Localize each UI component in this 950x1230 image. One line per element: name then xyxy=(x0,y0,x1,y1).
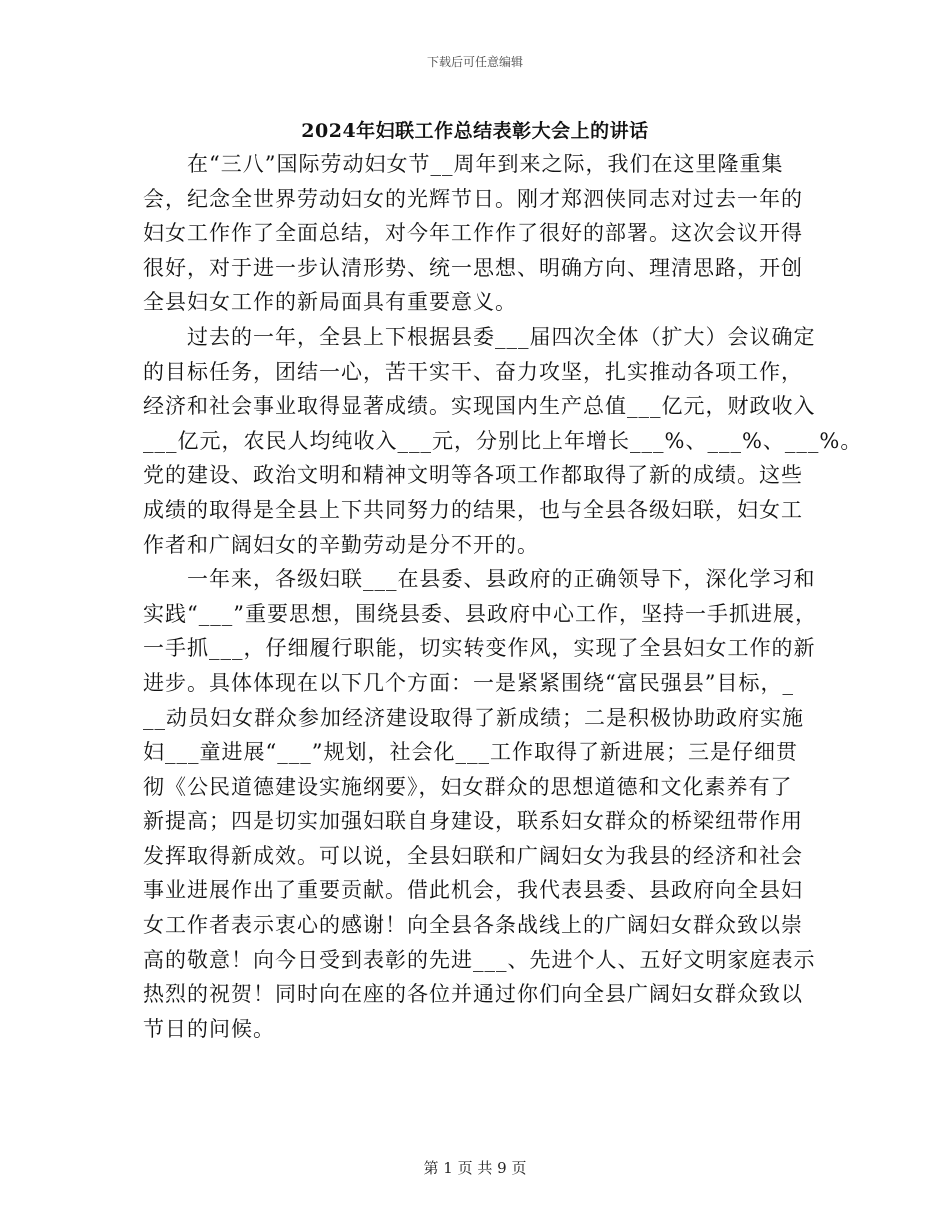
paragraph-line: 进步。具体体现在以下几个方面：一是紧紧围绕“富民强县”目标，_ xyxy=(143,670,794,695)
paragraph-line: 彻《公民道德建设实施纲要》，妇女群众的思想道德和文化素养有了 xyxy=(143,774,793,799)
paragraph-line: 事业进展作出了重要贡献。借此机会，我代表县委、县政府向全县妇 xyxy=(143,878,803,903)
paragraph-line: 会，纪念全世界劳动妇女的光辉节日。刚才郑泗侠同志对过去一年的 xyxy=(143,186,803,211)
paragraph-line: 妇___童进展“___”规划，社会化___工作取得了新进展；三是仔细贯 xyxy=(143,740,798,765)
paragraph-line: 一年来，各级妇联___在县委、县政府的正确领导下，深化学习和 xyxy=(187,567,816,592)
paragraph-line: 高的敬意！向今日受到表彰的先进___、先进个人、五好文明家庭表示 xyxy=(143,947,816,972)
paragraph-line: 实践“___”重要思想，围绕县委、县政府中心工作，坚持一手抓进展， xyxy=(143,601,817,626)
paragraph-line: 作者和广阔妇女的辛勤劳动是分不开的。 xyxy=(143,532,539,557)
paragraph-line: 热烈的祝贺！同时向在座的各位并通过你们向全县广阔妇女群众致以 xyxy=(143,982,803,1007)
page-number-footer: 第 1 页 共 9 页 xyxy=(423,1159,527,1177)
paragraph-line: 发挥取得新成效。可以说，全县妇联和广阔妇女为我县的经济和社会 xyxy=(143,843,803,868)
document-title: 2024年妇联工作总结表彰大会上的讲话 xyxy=(301,120,649,142)
paragraph-line: 在“三八”国际劳动妇女节__周年到来之际，我们在这里隆重集 xyxy=(187,152,784,176)
paragraph-line: 一手抓___，仔细履行职能，切实转变作风，实现了全县妇女工作的新 xyxy=(143,636,816,661)
paragraph-line: 成绩的取得是全县上下共同努力的结果，也与全县各级妇联，妇女工 xyxy=(143,497,803,522)
paragraph-line: ___亿元，农民人均纯收入___元，分别比上年增长___%、___%、___%。 xyxy=(143,428,863,453)
header-note: 下载后可任意编辑 xyxy=(426,55,523,69)
paragraph-line: 的目标任务，团结一心，苦干实干、奋力攻坚，扎实推动各项工作， xyxy=(143,359,803,384)
paragraph-line: 节日的问候。 xyxy=(143,1016,275,1041)
document-body xyxy=(143,147,863,1046)
paragraph-line: 很好，对于进一步认清形势、统一思想、明确方向、理清思路，开创 xyxy=(143,255,803,280)
paragraph-line: 女工作者表示衷心的感谢！向全县各条战线上的广阔妇女群众致以崇 xyxy=(143,913,803,938)
paragraph-line: 经济和社会事业取得显著成绩。实现国内生产总值___亿元，财政收入 xyxy=(143,394,816,419)
paragraph-line: 全县妇女工作的新局面具有重要意义。 xyxy=(143,290,517,315)
paragraph-line: 过去的一年，全县上下根据县委___届四次全体（扩大）会议确定 xyxy=(187,324,816,349)
paragraph-line: 新提高；四是切实加强妇联自身建设，联系妇女群众的桥梁纽带作用 xyxy=(143,809,803,834)
paragraph-line: __动员妇女群众参加经济建设取得了新成绩；二是积极协助政府实施 xyxy=(143,705,804,730)
paragraph-line: 党的建设、政治文明和精神文明等各项工作都取得了新的成绩。这些 xyxy=(143,463,803,488)
paragraph-line: 妇女工作作了全面总结，对今年工作作了很好的部署。这次会议开得 xyxy=(143,221,803,246)
